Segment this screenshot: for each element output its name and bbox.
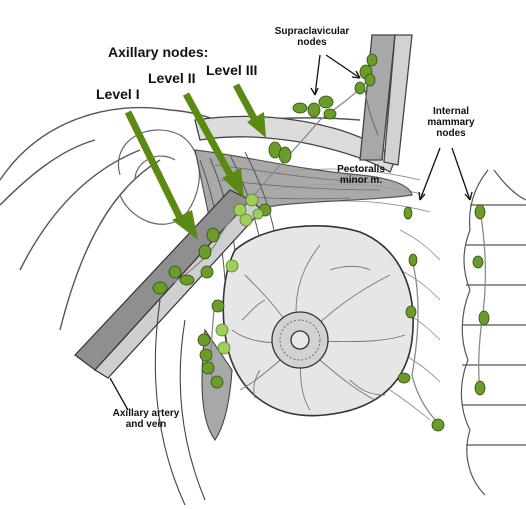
lymph-node xyxy=(398,373,410,383)
lymph-node xyxy=(308,103,320,117)
lymph-node xyxy=(319,96,333,108)
lymph-node xyxy=(240,214,252,226)
lymph-node xyxy=(475,205,485,219)
lymph-node xyxy=(432,419,444,431)
lymph-node xyxy=(212,300,224,312)
lymph-node xyxy=(355,82,365,94)
lymph-node xyxy=(226,260,238,272)
lymph-node xyxy=(473,256,483,268)
lymph-node xyxy=(216,324,228,336)
lymph-node xyxy=(207,228,219,242)
lymph-node xyxy=(202,362,214,374)
neck-vessels xyxy=(360,35,412,165)
axillary-artery-vein-label: Axillary artery and vein xyxy=(112,408,180,430)
level-2-label: Level II xyxy=(148,70,196,86)
lymph-node xyxy=(293,103,307,113)
lymph-node xyxy=(406,306,416,318)
lymph-node xyxy=(367,54,377,66)
areola xyxy=(272,312,328,368)
lymph-node xyxy=(169,266,181,278)
nipple xyxy=(291,331,309,349)
lymph-node xyxy=(246,194,258,206)
axillary-nodes-label: Axillary nodes: xyxy=(108,44,209,60)
lymph-node xyxy=(404,207,412,219)
lymph-node xyxy=(199,245,211,259)
lymph-node xyxy=(479,311,489,325)
internal-mammary-lymph-nodes xyxy=(398,205,489,431)
lymph-node xyxy=(365,74,375,86)
lymph-node xyxy=(198,334,210,346)
pectoralis-minor-label: Pectoralis minor m. xyxy=(337,164,385,186)
supraclavicular-nodes-label: Supraclavicular nodes xyxy=(274,26,350,48)
lymph-node xyxy=(180,275,194,285)
lymph-node xyxy=(279,147,291,163)
lymph-node xyxy=(211,376,223,388)
lymph-node xyxy=(253,209,263,219)
lymph-node xyxy=(200,349,212,361)
internal-mammary-nodes-label: Internal mammary nodes xyxy=(427,106,475,139)
lymph-node xyxy=(201,266,213,278)
lymph-node xyxy=(475,381,485,395)
chest-wall-ribs xyxy=(461,170,526,495)
lymph-node xyxy=(218,342,230,354)
level-1-label: Level I xyxy=(96,86,140,102)
level-3-label: Level III xyxy=(206,62,258,78)
lymph-node xyxy=(324,109,336,119)
lymph-node xyxy=(153,282,167,294)
lymph-node xyxy=(409,254,417,266)
